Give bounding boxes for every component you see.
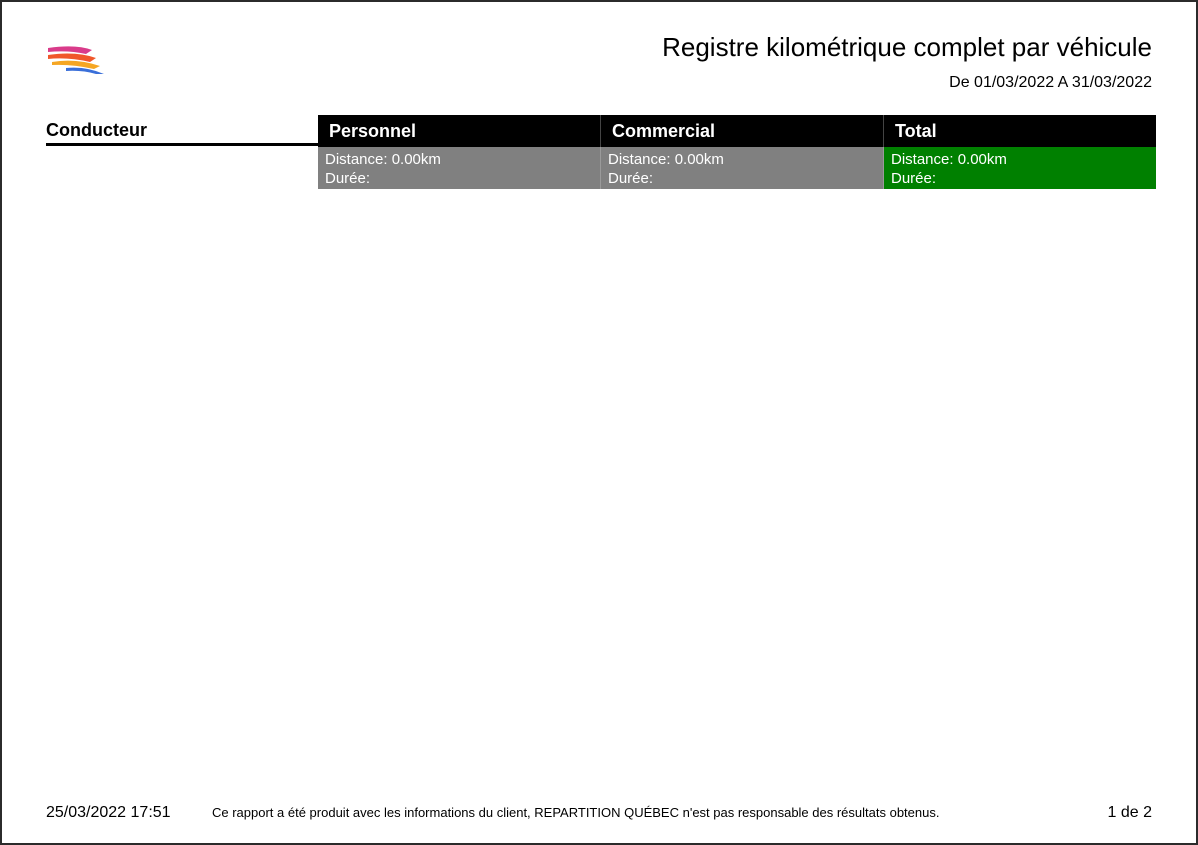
report-title: Registre kilométrique complet par véhicule <box>662 32 1152 62</box>
personnel-distance: Distance: 0.00km <box>325 151 441 168</box>
generated-timestamp: 25/03/2022 17:51 <box>46 804 171 821</box>
column-header-personnel: Personnel <box>318 115 601 147</box>
commercial-distance: Distance: 0.00km <box>608 151 724 168</box>
table-row <box>318 147 1156 189</box>
personnel-duration: Durée: <box>325 170 371 187</box>
commercial-duration: Durée: <box>608 170 654 187</box>
total-distance: Distance: 0.00km <box>891 151 1007 168</box>
commercial-cell <box>601 147 884 189</box>
page-number: 1 de 2 <box>1107 804 1152 821</box>
footer-disclaimer: Ce rapport a été produit avec les informations du client, REPARTITION QUÉBEC n'est pas responsable des résultats obtenus. <box>212 805 940 820</box>
total-cell <box>884 147 1156 189</box>
driver-column-header: Conducteur <box>46 118 318 146</box>
summary-table <box>318 115 1156 189</box>
date-range: De 01/03/2022 A 31/03/2022 <box>949 74 1152 91</box>
wing-logo-icon <box>46 44 106 76</box>
column-header-total: Total <box>895 121 937 141</box>
table-header-row <box>318 115 1156 147</box>
personnel-cell <box>318 147 601 189</box>
column-header-commercial: Commercial <box>601 115 884 147</box>
total-duration: Durée: <box>891 170 937 187</box>
